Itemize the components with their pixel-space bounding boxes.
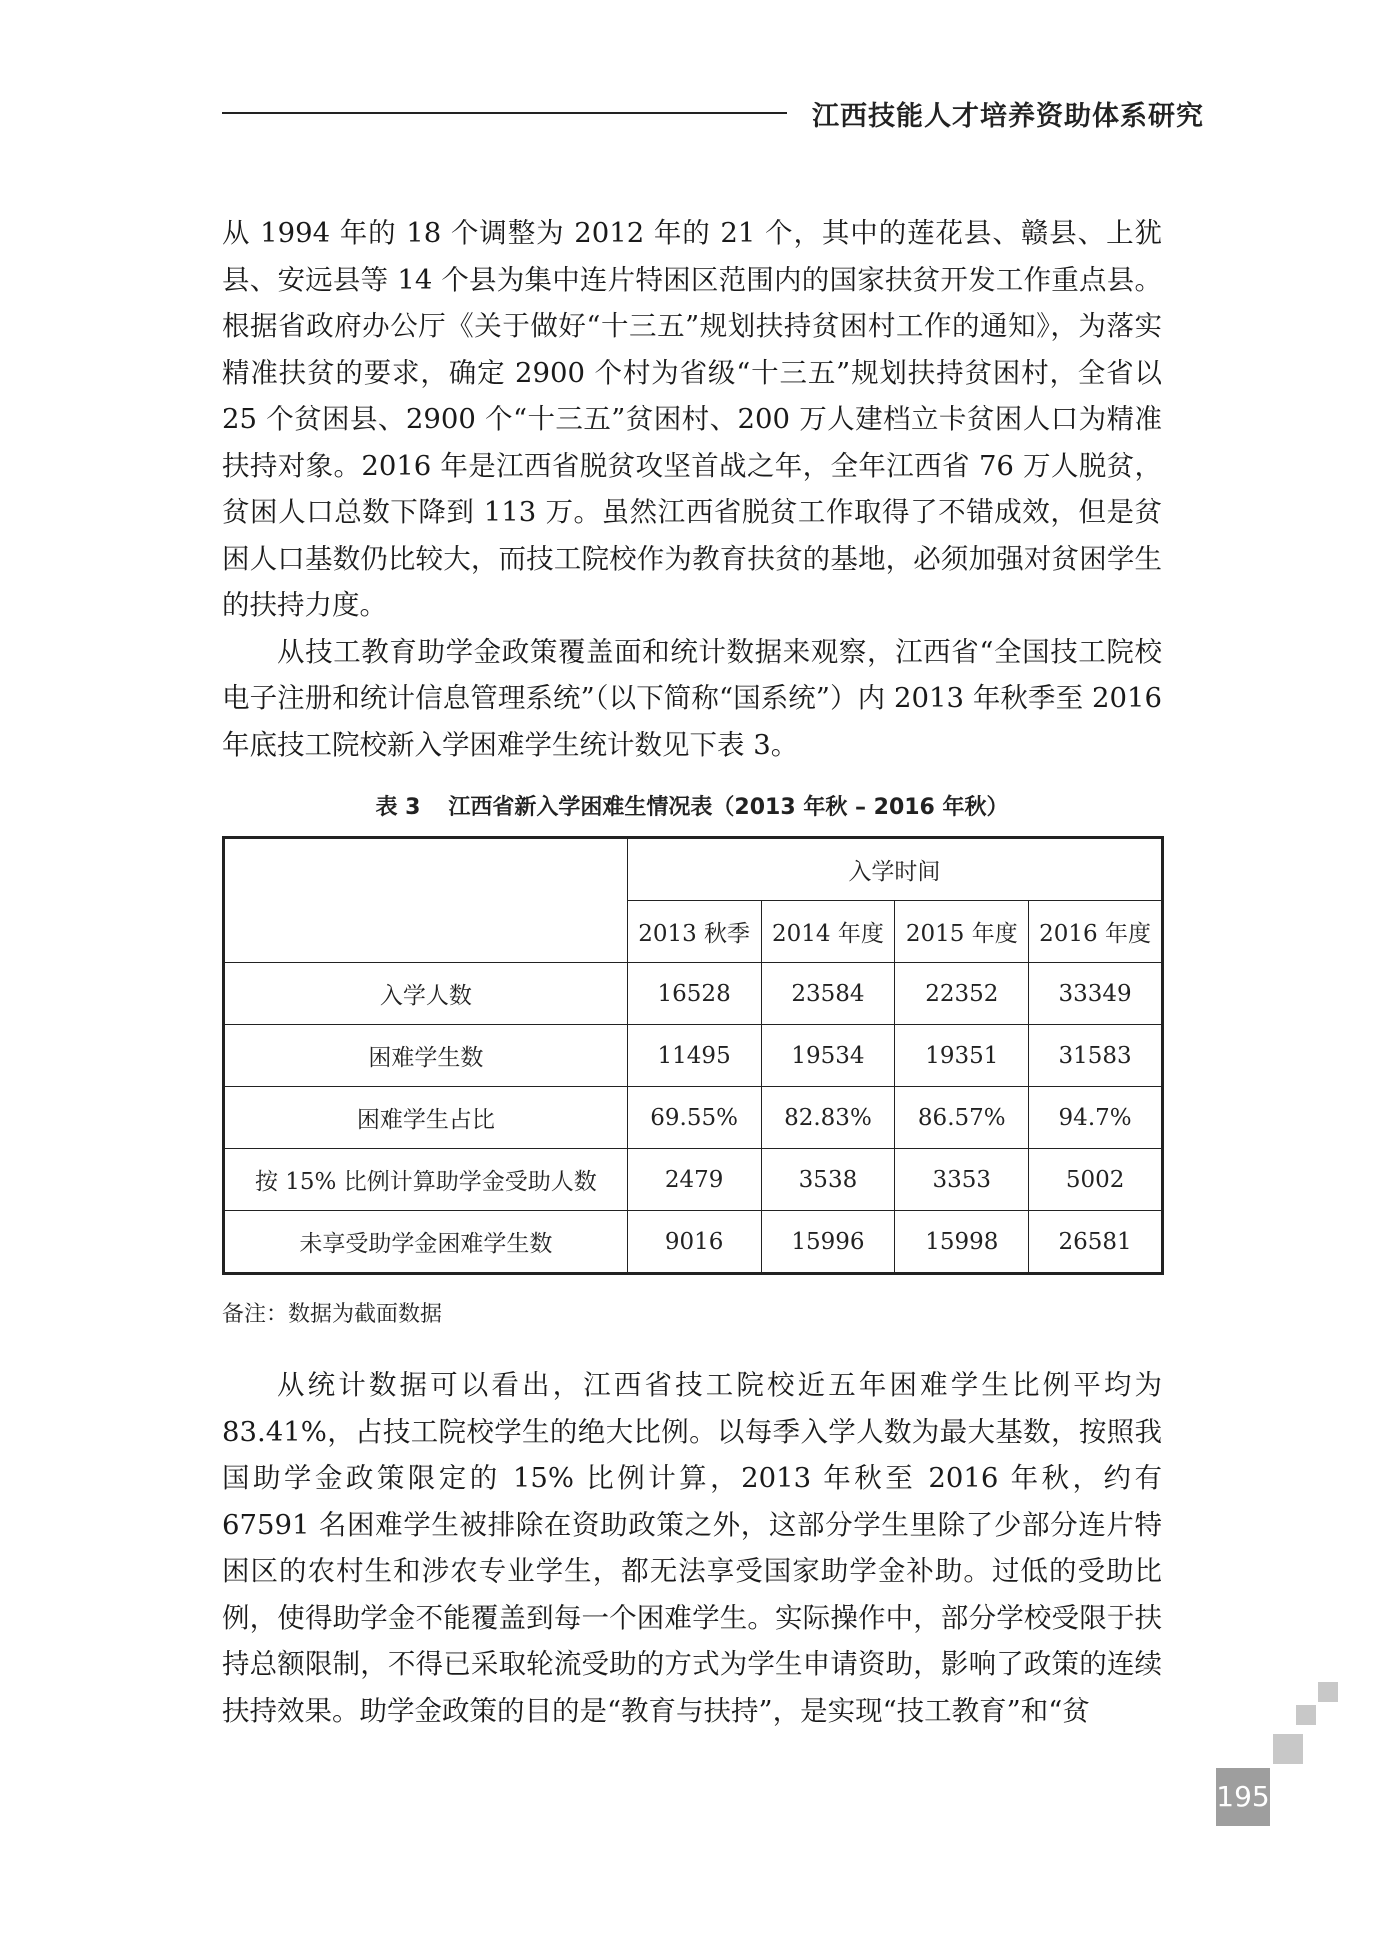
table-cell: 26581 — [1029, 1211, 1163, 1274]
column-header: 2014 年度 — [761, 901, 895, 963]
table-cell: 86.57% — [895, 1087, 1029, 1149]
page-number: 195 — [1216, 1768, 1270, 1826]
table-note: 备注：数据为截面数据 — [222, 1302, 443, 1327]
table-row — [224, 1025, 1163, 1087]
table-cell: 22352 — [895, 963, 1029, 1025]
paragraph: 从技工教育助学金政策覆盖面和统计数据来观察，江西省“全国技工院校电子注册和统计信息管理系统”（以下简称“国系统”）内 2013 年秋季至 2016 年底技工院校新入学困难学生统计数见下表 3。 — [222, 635, 1162, 761]
data-table — [222, 836, 1164, 1275]
table-cell: 16528 — [627, 963, 761, 1025]
header-rule — [222, 112, 787, 114]
table-cell: 3353 — [895, 1149, 1029, 1211]
table-cell: 9016 — [627, 1211, 761, 1274]
table-cell: 11495 — [627, 1025, 761, 1087]
table-row — [224, 1087, 1163, 1149]
row-label: 困难学生占比 — [224, 1087, 628, 1149]
table-cell: 19534 — [761, 1025, 895, 1087]
column-header: 2013 秋季 — [627, 901, 761, 963]
decor-square — [1318, 1682, 1338, 1702]
decor-square — [1273, 1734, 1303, 1764]
table-corner-cell — [224, 838, 628, 963]
table-cell: 2479 — [627, 1149, 761, 1211]
paragraph: 从统计数据可以看出，江西省技工院校近五年困难学生比例平均为 83.41%，占技工院校学生的绝大比例。以每季入学人数为最大基数，按照我国助学金政策限定的 15% 比例计算，2013 年秋至 2016 年秋，约有 67591 名困难学生被排除在资助政策之外，这部分学生里除了少部分连片特困区的农村生和涉农专业学生，都无法享受国家助学金补助。过低的受助比例，使得助学金不能覆盖到每一个困难学生。实际操作中，部分学校受限于扶持总额限制，不得已采取轮流受助的方式为学生申请资助，影响了政策的连续扶持效果。助学金政策的目的是“教育与扶持”，是实现“技工教育”和“贫 — [222, 1369, 1162, 1727]
table-caption-label: 表 3 — [375, 795, 421, 820]
body-text-top — [222, 210, 1162, 768]
row-label: 未享受助学金困难学生数 — [224, 1211, 628, 1274]
table-cell: 69.55% — [627, 1087, 761, 1149]
paragraph: 从 1994 年的 18 个调整为 2012 年的 21 个，其中的莲花县、赣县、上犹县、安远县等 14 个县为集中连片特困区范围内的国家扶贫开发工作重点县。根据省政府办公厅《关于做好“十三五”规划扶持贫困村工作的通知》，为落实精准扶贫的要求，确定 2900 个村为省级“十三五”规划扶持贫困村，全省以 25 个贫困县、2900 个“十三五”贫困村、200 万人建档立卡贫困人口为精准扶持对象。2016 年是江西省脱贫攻坚首战之年，全年江西省 76 万人脱贫，贫困人口总数下降到 113 万。虽然江西省脱贫工作取得了不错成效，但是贫困人口基数仍比较大，而技工院校作为教育扶贫的基地，必须加强对贫困学生的扶持力度。 — [222, 217, 1162, 621]
table-cell: 94.7% — [1029, 1087, 1163, 1149]
table-row — [224, 1149, 1163, 1211]
table-cell: 82.83% — [761, 1087, 895, 1149]
table-cell: 15998 — [895, 1211, 1029, 1274]
table-cell: 19351 — [895, 1025, 1029, 1087]
table-cell: 33349 — [1029, 963, 1163, 1025]
table-group-header: 入学时间 — [627, 838, 1162, 901]
decor-square — [1296, 1705, 1316, 1725]
table-header-row — [224, 838, 1163, 901]
row-label: 困难学生数 — [224, 1025, 628, 1087]
running-title: 江西技能人才培养资助体系研究 — [812, 101, 1204, 132]
column-header: 2016 年度 — [1029, 901, 1163, 963]
table-row — [224, 1211, 1163, 1274]
table-cell: 5002 — [1029, 1149, 1163, 1211]
column-header: 2015 年度 — [895, 901, 1029, 963]
table-caption — [222, 790, 1162, 821]
table-caption-text: 江西省新入学困难生情况表（2013 年秋 – 2016 年秋） — [448, 795, 1009, 820]
row-label: 入学人数 — [224, 963, 628, 1025]
table-row — [224, 963, 1163, 1025]
body-text-bottom — [222, 1362, 1162, 1734]
table-cell: 23584 — [761, 963, 895, 1025]
table-cell: 15996 — [761, 1211, 895, 1274]
table-cell: 3538 — [761, 1149, 895, 1211]
row-label: 按 15% 比例计算助学金受助人数 — [224, 1149, 628, 1211]
table-cell: 31583 — [1029, 1025, 1163, 1087]
